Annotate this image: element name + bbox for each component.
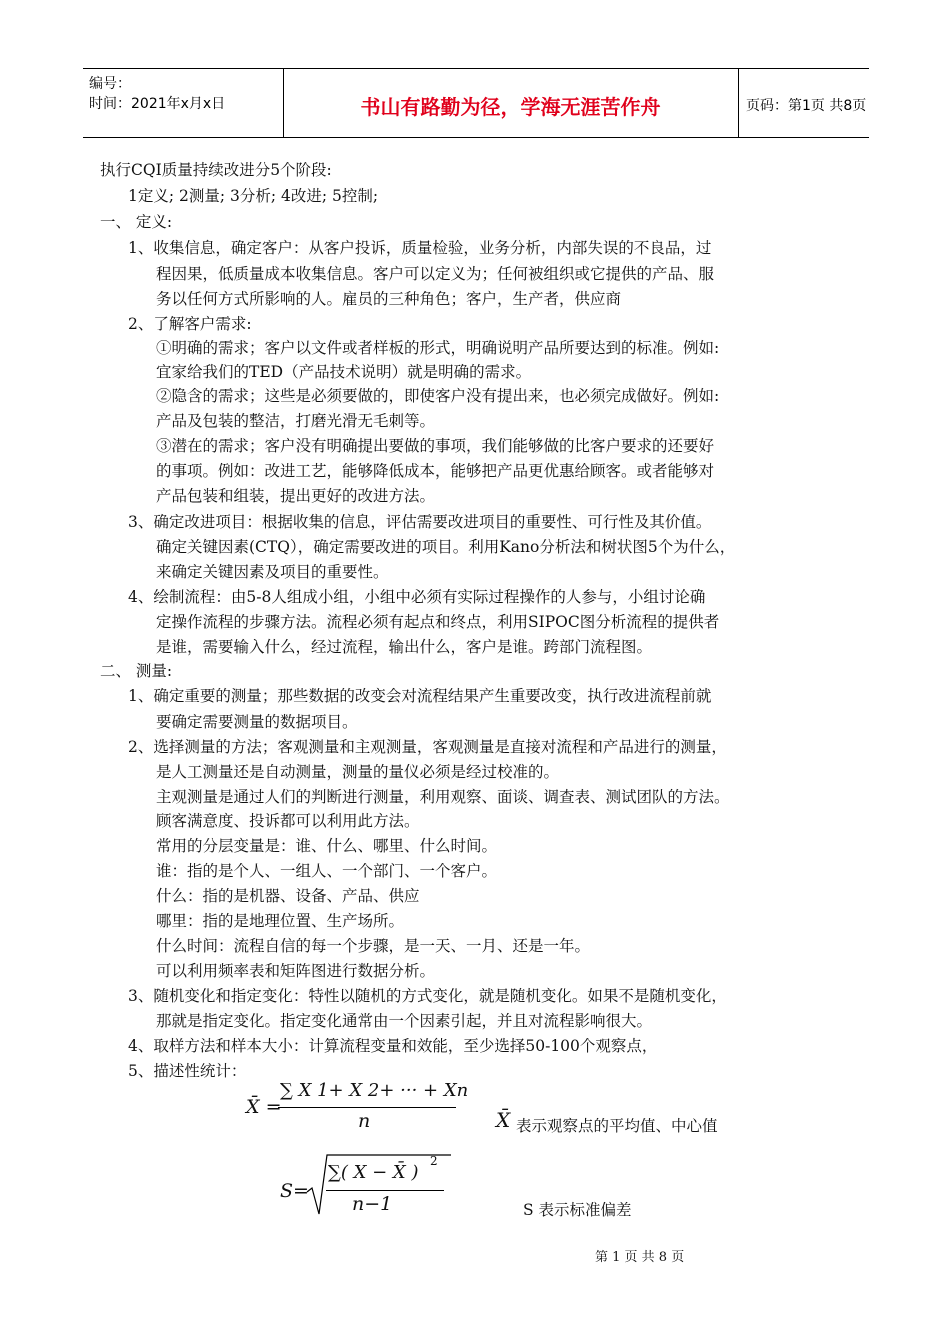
header-motto: 书山有路勤为径，学海无涯苦作舟	[360, 95, 661, 119]
text-line: ②隐含的需求；这些是必须要做的，即使客户没有提出来，也必须完成做好。例如:	[156, 387, 720, 405]
text-line: 4、绘制流程：由5-8人组成小组，小组中必须有实际过程操作的人参与，小组讨论确	[128, 588, 706, 606]
mean-formula-denominator: n	[358, 1110, 371, 1132]
mean-symbol: X̄	[496, 1108, 511, 1132]
header-motto-cell	[283, 69, 739, 137]
text-line: 执行CQI质量持续改进分5个阶段:	[100, 161, 332, 179]
mean-formula-lhs: X̄ =	[246, 1096, 282, 1118]
text-line: 1、确定重要的测量；那些数据的改变会对流程结果产生重要改变，执行改进流程前就	[128, 687, 712, 705]
text-line: 3、确定改进项目：根据收集的信息，评估需要改进项目的重要性、可行性及其价值。	[128, 513, 712, 531]
text-line: 可以利用频率表和矩阵图进行数据分析。	[156, 962, 436, 980]
text-line: 的事项。例如：改进工艺，能够降低成本，能够把产品更优惠给顾客。或者能够对	[156, 462, 715, 480]
text-line: 那就是指定变化。指定变化通常由一个因素引起，并且对流程影响很大。	[156, 1012, 653, 1030]
text-line: 1定义; 2测量; 3分析; 4改进; 5控制;	[128, 187, 379, 205]
mean-formula-numerator: ∑ X 1+ X 2+ ··· + Xn	[280, 1080, 469, 1101]
mean-description: 表示观察点的平均值、中心值	[516, 1117, 718, 1135]
text-line: 务以任何方式所影响的人。雇员的三种角色；客户，生产者，供应商	[156, 290, 622, 308]
text-line: 2、选择测量的方法；客观测量和主观测量，客观测量是直接对流程和产品进行的测量，	[128, 738, 727, 756]
text-line: 程因果，低质量成本收集信息。客户可以定义为；任何被组织或它提供的产品、服	[156, 265, 715, 283]
text-line: ①明确的需求；客户以文件或者样板的形式，明确说明产品所要达到的标准。例如:	[156, 339, 720, 357]
text-line: 宜家给我们的TED（产品技术说明）就是明确的需求。	[156, 363, 532, 381]
sd-formula-denominator: n−1	[352, 1193, 393, 1215]
page-footer: 第 1 页 共 8 页	[595, 1250, 685, 1265]
text-line: ③潜在的需求；客户没有明确提出要做的事项，我们能够做的比客户要求的还要好	[156, 437, 715, 455]
sd-formula-lhs: S=	[280, 1180, 309, 1202]
text-line: 产品包装和组装，提出更好的改进方法。	[156, 487, 436, 505]
sd-description: S 表示标准偏差	[523, 1201, 632, 1219]
header-meta-cell	[83, 69, 284, 137]
text-line: 是人工测量还是自动测量，测量的量仪必须是经过校准的。	[156, 763, 560, 781]
header-number-label: 编号：	[89, 76, 131, 92]
document-header	[83, 68, 869, 138]
text-line: 哪里：指的是地理位置、生产场所。	[156, 912, 405, 930]
text-line: 定操作流程的步骤方法。流程必须有起点和终点，利用SIPOC图分析流程的提供者	[156, 613, 720, 631]
text-line: 3、随机变化和指定变化：特性以随机的方式变化，就是随机变化。如果不是随机变化，	[128, 987, 727, 1005]
text-line: 来确定关键因素及项目的重要性。	[156, 563, 389, 581]
fraction-bar	[326, 1190, 444, 1191]
text-line: 1、收集信息，确定客户：从客户投诉，质量检验，业务分析，内部失误的不良品，过	[128, 239, 712, 257]
text-line: 什么时间：流程自信的每一个步骤，是一天、一月、还是一年。	[156, 937, 591, 955]
text-line: 确定关键因素(CTQ），确定需要改进的项目。利用Kano分析法和树状图5个为什么，	[156, 538, 736, 556]
text-line: 5、描述性统计：	[128, 1062, 247, 1080]
text-line: 顾客满意度、投诉都可以利用此方法。	[156, 812, 420, 830]
text-line: 2、了解客户需求:	[128, 315, 252, 333]
header-date-label: 时间：2021年x月x日	[89, 96, 226, 112]
text-line: 产品及包装的整洁，打磨光滑无毛刺等。	[156, 412, 436, 430]
text-line: 谁：指的是个人、一组人、一个部门、一个客户。	[156, 862, 498, 880]
header-page-cell	[738, 69, 869, 137]
fraction-bar	[278, 1107, 456, 1108]
text-line: 是谁，需要输入什么，经过流程，输出什么，客户是谁。跨部门流程图。	[156, 638, 653, 656]
text-line: 主观测量是通过人们的判断进行测量，利用观察、面谈、调查表、测试团队的方法。	[156, 788, 730, 806]
text-line: 常用的分层变量是：谁、什么、哪里、什么时间。	[156, 837, 498, 855]
text-line: 什么：指的是机器、设备、产品、供应	[156, 887, 420, 905]
sd-formula-numerator: ∑( X − X̄ )	[328, 1162, 419, 1183]
sd-formula-exponent: 2	[430, 1154, 438, 1168]
section-heading: 一、 定义:	[100, 213, 173, 231]
section-heading: 二、 测量:	[100, 662, 173, 680]
header-page-label: 页码：第1页 共8页	[746, 98, 867, 114]
text-line: 要确定需要测量的数据项目。	[156, 713, 358, 731]
text-line: 4、取样方法和样本大小：计算流程变量和效能，至少选择50-100个观察点，	[128, 1037, 658, 1055]
